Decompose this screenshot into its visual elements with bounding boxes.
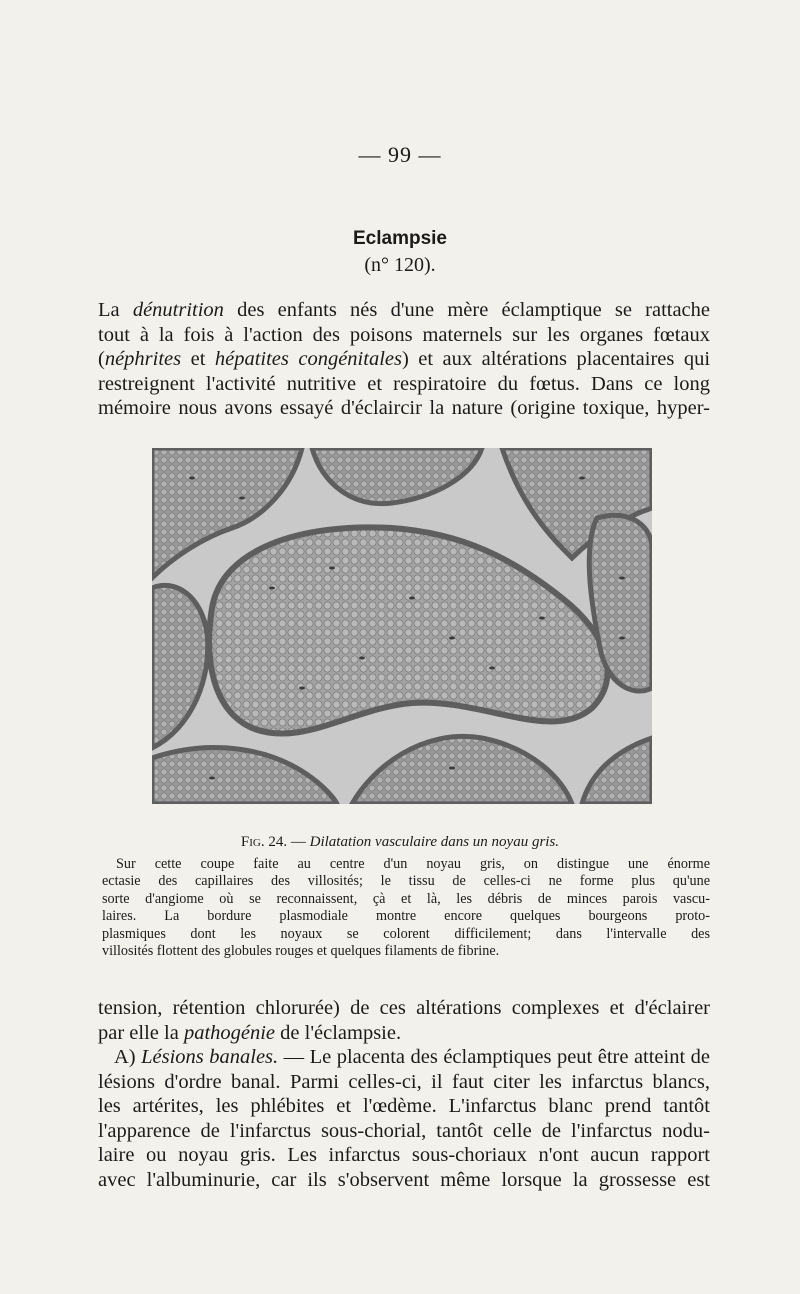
paragraph-2: [98, 996, 710, 1192]
italic-run: dénutrition: [132, 299, 224, 321]
text-run: La: [98, 299, 133, 321]
text-run: les artérites, les phlébites et l'œdème. L'infarctus blanc prend tantôt: [98, 1095, 710, 1117]
text-run: A): [114, 1046, 142, 1068]
caption-line: plasmiques dont les noyaux se colorent difficilement; dans l'intervalle des: [102, 925, 710, 942]
text-line: [98, 996, 710, 1021]
italic-run: néphrites: [104, 348, 182, 370]
text-line: [98, 396, 710, 421]
figure-label: Fig. 24.: [240, 834, 288, 850]
italic-run: pathogénie: [183, 1021, 276, 1044]
text-run: mémoire nous avons essayé d'éclaircir la nature (origine toxique, hyper-: [98, 397, 710, 419]
text-run: lésions d'ordre banal. Parmi celles-ci, il faut citer les infarctus blancs,: [98, 1070, 710, 1093]
section-number: (n° 120).: [364, 254, 436, 276]
page-number: — 99 —: [358, 142, 442, 167]
caption-line: Sur cette coupe faite au centre d'un noyau gris, on distingue une énorme: [116, 856, 710, 872]
text-run: avec l'albuminurie, car ils s'observent même lorsque la grossesse est: [98, 1168, 710, 1191]
figure-dash: —: [290, 834, 310, 850]
figure-caption-title: [0, 834, 800, 851]
micrograph-figure: [152, 448, 652, 804]
text-line: [98, 298, 710, 323]
caption-line: ectasie des capillaires des villosités; le tissu de celles-ci ne forme plus qu'une: [102, 873, 710, 890]
caption-line: sorte d'angiome où se reconnaissent, çà et là, les débris de minces parois vascu-: [102, 890, 710, 907]
figure-title: Dilatation vasculaire dans un noyau gris.: [309, 834, 560, 850]
italic-run: hépatites congénitales: [214, 348, 402, 370]
paragraph-1: [98, 298, 710, 421]
heading: [0, 228, 800, 277]
text-line: [98, 1045, 710, 1070]
text-line: [98, 1119, 710, 1144]
text-run: restreignent l'activité nutritive et respiratoire du fœtus. Dans ce long: [98, 372, 710, 395]
text-line: [98, 347, 710, 372]
section-title: Eclampsie: [353, 228, 447, 249]
text-line: [98, 1168, 710, 1193]
text-line: [98, 1094, 710, 1119]
caption-line: laires. La bordure plasmodiale montre encore quelques bourgeons proto-: [102, 908, 710, 925]
micrograph-image: [152, 448, 652, 804]
text-run: de l'éclampsie.: [275, 1021, 402, 1044]
italic-run: Lésions banales.: [141, 1046, 279, 1068]
text-run: ) et aux altérations placentaires qui: [401, 348, 711, 370]
text-run: des enfants nés d'une mère éclamptique se rattache: [223, 299, 711, 321]
text-run: et: [181, 348, 215, 370]
text-run: tout à la fois à l'action des poisons maternels sur les organes fœtaux: [98, 323, 710, 346]
text-run: — Le placenta des éclamptiques peut être atteint de: [278, 1046, 711, 1068]
caption-line: villosités flottent des globules rouges et quelques filaments de fibrine.: [102, 943, 500, 960]
text-line: [98, 1070, 710, 1095]
text-run: (: [98, 348, 105, 370]
text-run: par elle la: [98, 1021, 184, 1044]
text-line: [98, 1021, 710, 1046]
text-line: [98, 1143, 710, 1168]
text-run: tension, rétention chlorurée) de ces altérations complexes et d'éclairer: [98, 997, 710, 1019]
text-run: laire ou noyau gris. Les infarctus sous-choriaux n'ont aucun rapport: [98, 1144, 710, 1166]
figure-caption-body: [102, 856, 710, 960]
text-run: l'apparence de l'infarctus sous-chorial, tantôt celle de l'infarctus nodu-: [98, 1119, 710, 1142]
text-line: [98, 372, 710, 397]
text-line: [98, 323, 710, 348]
